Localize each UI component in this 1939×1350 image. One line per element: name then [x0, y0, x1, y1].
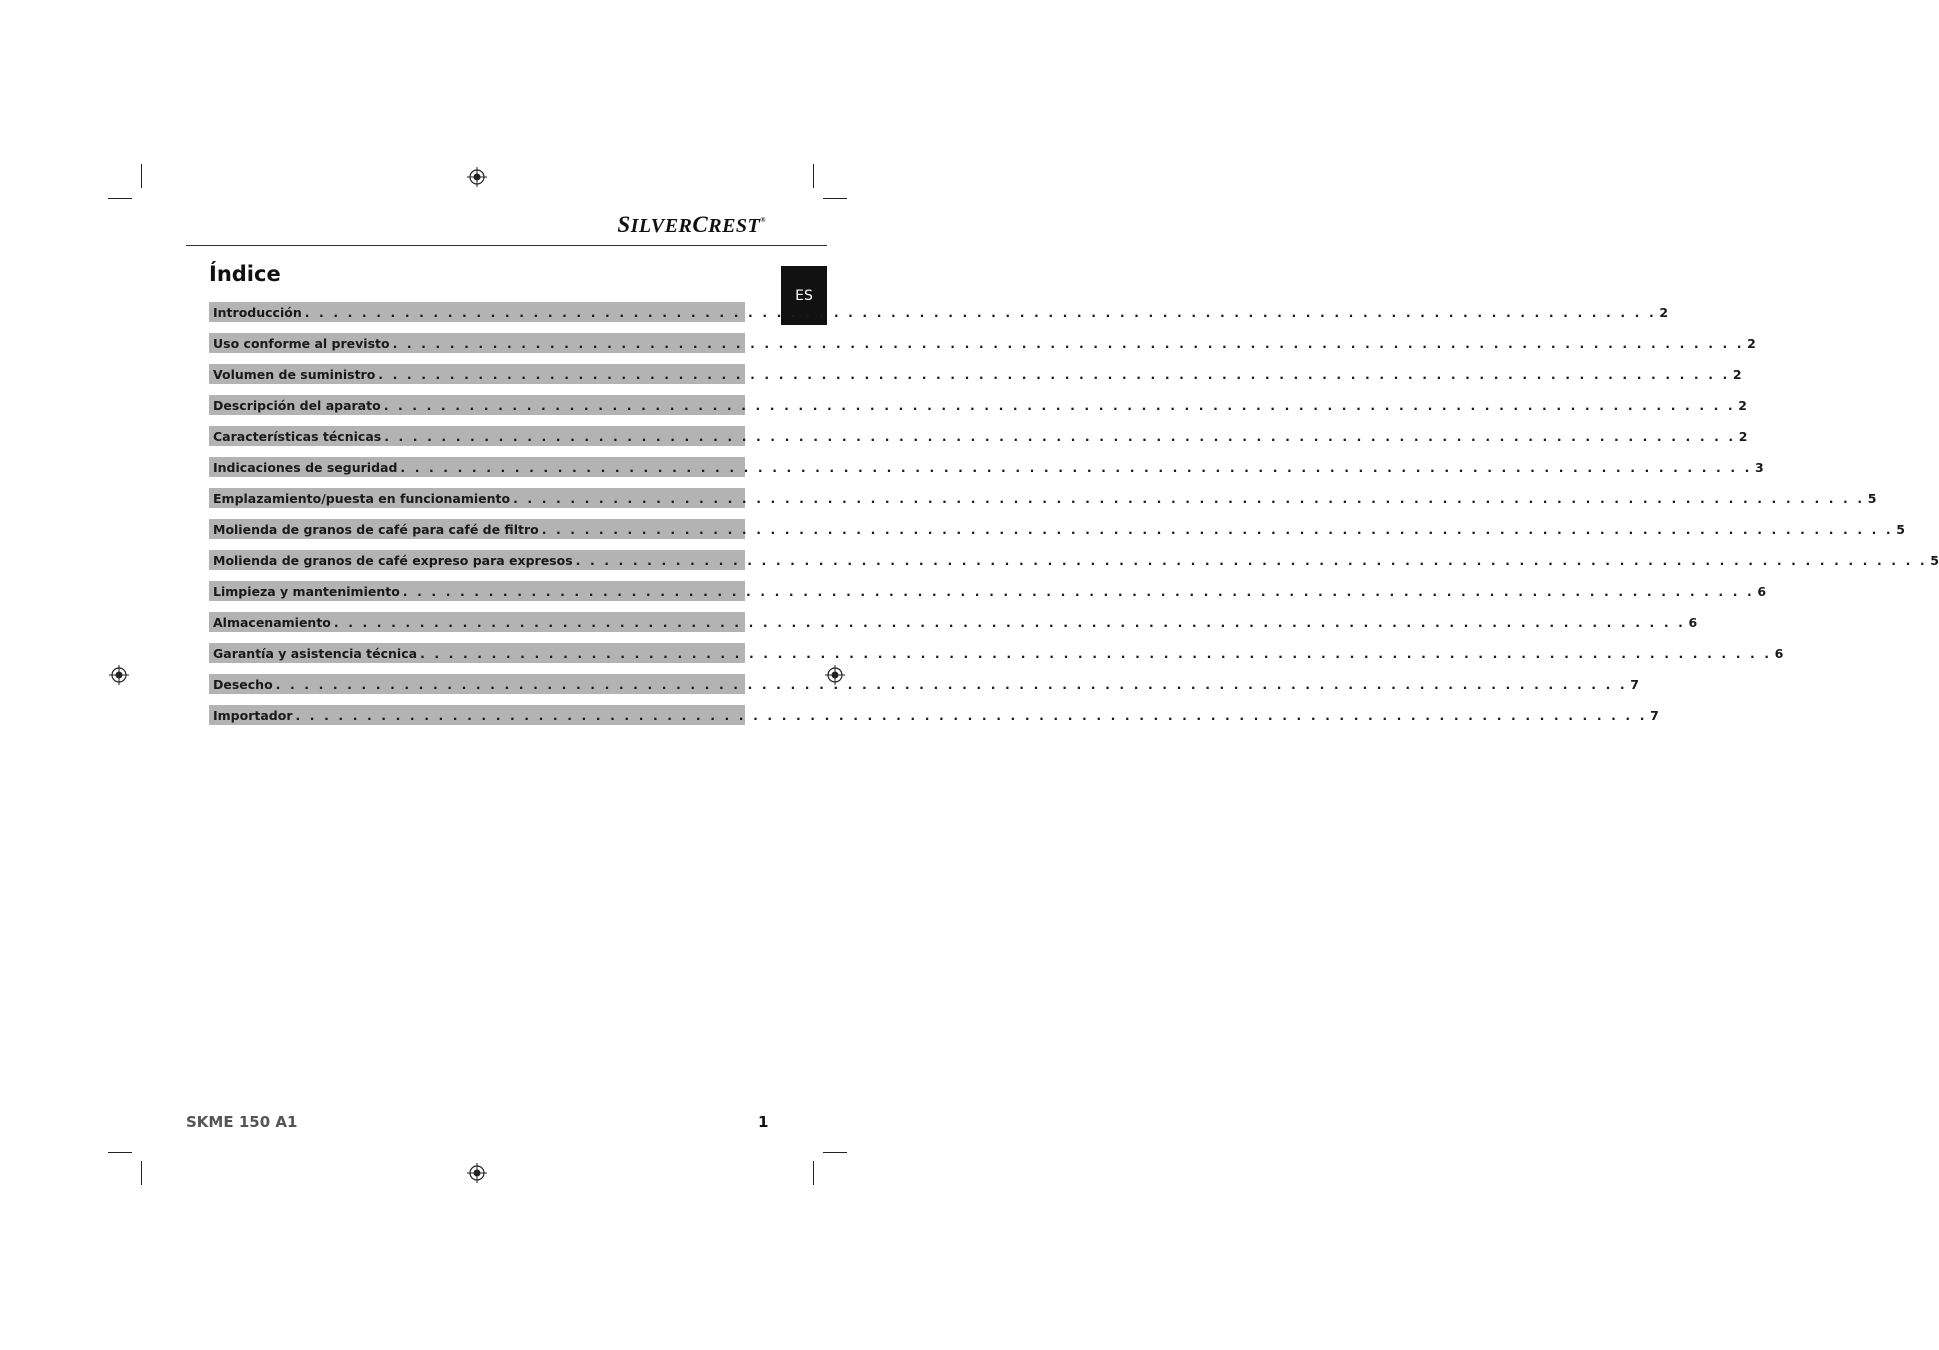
toc-entry[interactable]: [209, 519, 1905, 539]
toc-entry-page: 3: [1755, 459, 1764, 475]
toc-entry-title: Almacenamiento: [213, 614, 331, 630]
toc-entry[interactable]: [209, 612, 1698, 632]
toc-dot-leader: . . . . . . . . . . . . . . . . . . . . . . . . . . . . . . . . . . . . . . . . . . . . . . . . . . . . . . . . . . . . . . . . . . . . . . . . . . . . . . . . . . . . . . . . . . . . . . .: [575, 552, 1928, 568]
toc-entry-page: 6: [1774, 645, 1784, 661]
toc-entry-page: 2: [1732, 366, 1742, 382]
toc-entry-title: Volumen de suministro: [213, 366, 376, 382]
toc-entry-page: 7: [1650, 707, 1659, 723]
toc-dot-leader: . . . . . . . . . . . . . . . . . . . . . . . . . . . . . . . . . . . . . . . . . . . . . . . . . . . . . . . . . . . . . . . . . . . . . . . . . . . . . . . . . . . . . . . . . . . . . . .: [333, 614, 1686, 630]
toc-entry[interactable]: [209, 705, 1659, 725]
toc-dot-leader: . . . . . . . . . . . . . . . . . . . . . . . . . . . . . . . . . . . . . . . . . . . . . . . . . . . . . . . . . . . . . . . . . . . . . . . . . . . . . . . . . . . . . . . . . . . . . . .: [384, 428, 1736, 444]
toc-entry[interactable]: [209, 364, 1742, 384]
toc-dot-leader: . . . . . . . . . . . . . . . . . . . . . . . . . . . . . . . . . . . . . . . . . . . . . . . . . . . . . . . . . . . . . . . . . . . . . . . . . . . . . . . . . . . . . . . . . . . . . . .: [400, 459, 1752, 475]
toc-entry[interactable]: [209, 581, 1767, 601]
toc-entry[interactable]: [209, 488, 1877, 508]
toc-dot-leader: . . . . . . . . . . . . . . . . . . . . . . . . . . . . . . . . . . . . . . . . . . . . . . . . . . . . . . . . . . . . . . . . . . . . . . . . . . . . . . . . . . . . . . . . . . . . . . .: [392, 335, 1745, 351]
toc-entry-title: Molienda de granos de café para café de filtro: [213, 521, 539, 537]
toc-entry-title: Introducción: [213, 304, 302, 320]
crop-mark: [823, 198, 847, 199]
toc-entry-page: 2: [1738, 397, 1747, 413]
toc-entry-page: 6: [1757, 583, 1767, 599]
brand-initial: C: [692, 212, 709, 237]
crop-mark: [141, 164, 142, 188]
toc-entry[interactable]: [209, 550, 1939, 570]
crop-mark: [108, 198, 132, 199]
toc-dot-leader: . . . . . . . . . . . . . . . . . . . . . . . . . . . . . . . . . . . . . . . . . . . . . . . . . . . . . . . . . . . . . . . . . . . . . . . . . . . . . . . . . . . . . . . . . . . . . . .: [541, 521, 1894, 537]
toc-entry-title: Limpieza y mantenimiento: [213, 583, 400, 599]
toc-entry-title: Molienda de granos de café expreso para expresos: [213, 552, 573, 568]
toc-entry[interactable]: [209, 395, 1747, 415]
toc-entry[interactable]: [209, 302, 1669, 322]
header-rule: [186, 245, 827, 246]
toc-dot-leader: . . . . . . . . . . . . . . . . . . . . . . . . . . . . . . . . . . . . . . . . . . . . . . . . . . . . . . . . . . . . . . . . . . . . . . . . . . . . . . . . . . . . . . . . . . . . . . .: [304, 304, 1657, 320]
toc-dot-leader: . . . . . . . . . . . . . . . . . . . . . . . . . . . . . . . . . . . . . . . . . . . . . . . . . . . . . . . . . . . . . . . . . . . . . . . . . . . . . . . . . . . . . . . . . . . . . . .: [378, 366, 1730, 382]
toc-entry[interactable]: [209, 643, 1784, 663]
toc-dot-leader: . . . . . . . . . . . . . . . . . . . . . . . . . . . . . . . . . . . . . . . . . . . . . . . . . . . . . . . . . . . . . . . . . . . . . . . . . . . . . . . . . . . . . . . . . . . . . . .: [383, 397, 1736, 413]
language-tab: ES: [781, 266, 827, 325]
toc-entry-title: Descripción del aparato: [213, 397, 381, 413]
toc-entry-page: 7: [1630, 676, 1639, 692]
crop-mark: [108, 1152, 132, 1153]
toc-entry-page: 5: [1930, 552, 1939, 568]
brand-word: REST: [708, 215, 761, 237]
toc-dot-leader: . . . . . . . . . . . . . . . . . . . . . . . . . . . . . . . . . . . . . . . . . . . . . . . . . . . . . . . . . . . . . . . . . . . . . . . . . . . . . . . . . . . . . . . . . . . . . . .: [420, 645, 1772, 661]
brand-word: ILVER: [630, 215, 693, 237]
toc-entry-title: Emplazamiento/puesta en funcionamiento: [213, 490, 511, 506]
registered-mark: ®: [760, 216, 766, 224]
toc-dot-leader: . . . . . . . . . . . . . . . . . . . . . . . . . . . . . . . . . . . . . . . . . . . . . . . . . . . . . . . . . . . . . . . . . . . . . . . . . . . . . . . . . . . . . . . . . . . . . . .: [295, 707, 1648, 723]
toc-dot-leader: . . . . . . . . . . . . . . . . . . . . . . . . . . . . . . . . . . . . . . . . . . . . . . . . . . . . . . . . . . . . . . . . . . . . . . . . . . . . . . . . . . . . . . . . . . . . . . .: [402, 583, 1755, 599]
brand-logo: [617, 212, 766, 238]
toc-entry[interactable]: [209, 457, 1764, 477]
footer-model: SKME 150 A1: [186, 1113, 298, 1131]
toc-entry-title: Uso conforme al previsto: [213, 335, 390, 351]
toc-entry-page: 2: [1747, 335, 1756, 351]
toc-entry-page: 2: [1659, 304, 1669, 320]
registration-mark-icon: [109, 665, 129, 685]
footer-page-number: 1: [758, 1113, 769, 1131]
table-of-contents: [209, 302, 1939, 736]
crop-mark: [141, 1161, 142, 1185]
toc-entry[interactable]: [209, 674, 1639, 694]
crop-mark: [813, 164, 814, 188]
toc-entry[interactable]: [209, 426, 1748, 446]
registration-mark-icon: [467, 1163, 487, 1183]
toc-entry-page: 5: [1896, 521, 1905, 537]
toc-dot-leader: . . . . . . . . . . . . . . . . . . . . . . . . . . . . . . . . . . . . . . . . . . . . . . . . . . . . . . . . . . . . . . . . . . . . . . . . . . . . . . . . . . . . . . . . . . . . . . .: [513, 490, 1865, 506]
toc-entry-title: Desecho: [213, 676, 273, 692]
registration-mark-icon: [467, 167, 487, 187]
toc-entry[interactable]: [209, 333, 1756, 353]
toc-entry-page: 6: [1688, 614, 1698, 630]
crop-mark: [823, 1152, 847, 1153]
page-title: Índice: [209, 262, 281, 286]
toc-dot-leader: . . . . . . . . . . . . . . . . . . . . . . . . . . . . . . . . . . . . . . . . . . . . . . . . . . . . . . . . . . . . . . . . . . . . . . . . . . . . . . . . . . . . . . . . . . . . . . .: [275, 676, 1628, 692]
brand-initial: S: [617, 212, 631, 237]
toc-entry-title: Garantía y asistencia técnica: [213, 645, 418, 661]
toc-entry-page: 2: [1738, 428, 1748, 444]
toc-entry-title: Importador: [213, 707, 293, 723]
toc-entry-title: Indicaciones de seguridad: [213, 459, 398, 475]
toc-entry-page: 5: [1867, 490, 1877, 506]
crop-mark: [813, 1161, 814, 1185]
toc-entry-title: Características técnicas: [213, 428, 382, 444]
